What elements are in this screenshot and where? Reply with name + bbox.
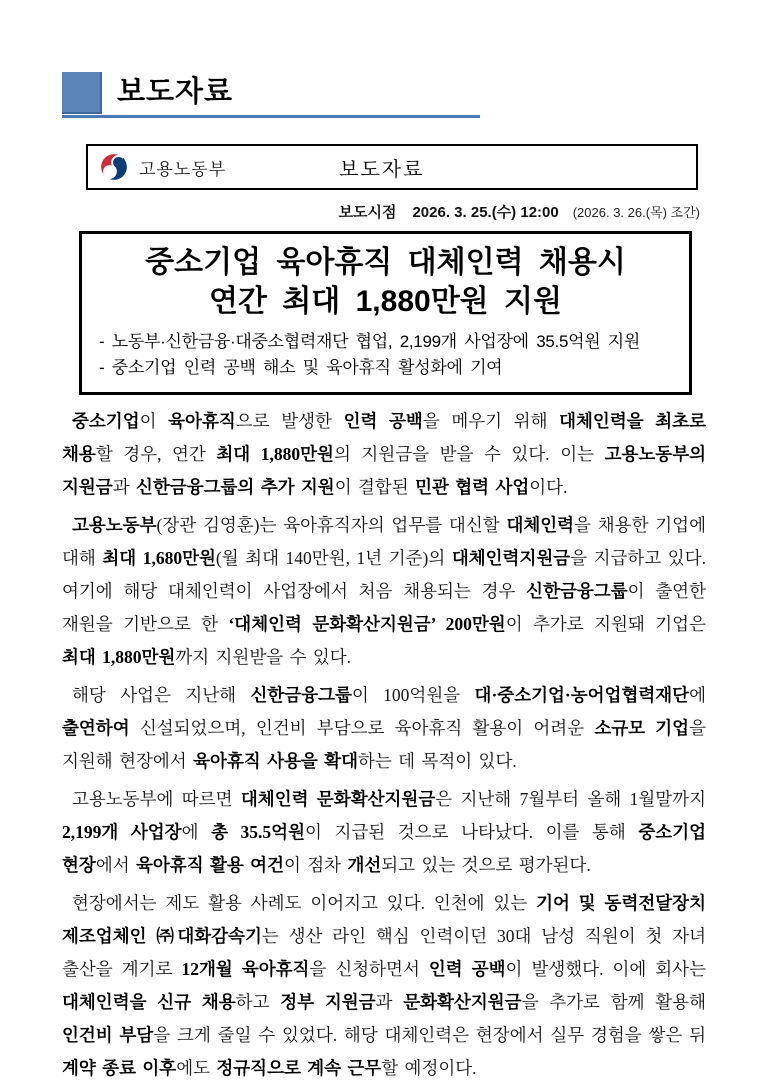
org-name: 고용노동부	[139, 159, 227, 179]
masthead-accent-square	[62, 72, 102, 114]
body-paragraph: 고용노동부(장관 김영훈)는 육아휴직자의 업무를 대신할 대체인력을 채용한 기업에 대해 최대 1,680만원(월 최대 140만원, 1년 기준)의 대체인력지원금을 지급하고 있다. 여기에 해당 대체인력이 사업장에서 처음 채용되는 경우 신한금융그룹이 출연한 재원을 기반으로 한 ‘대체인력 문화확산지원금’ 200만원이 추가로 지원돼 기업은 최대 1,880만원까지 지원받을 수 있다.	[62, 515, 706, 667]
body-paragraph: 해당 사업은 지난해 신한금융그룹이 100억원을 대·중소기업·농어업협력재단에 출연하여 신설되었으며, 인건비 부담으로 육아휴직 활용이 어려운 소규모 기업을 지원해 현장에서 육아휴직 사용을 확대하는 데 목적이 있다.	[62, 685, 706, 771]
body-paragraph: 고용노동부에 따르면 대체인력 문화확산지원금은 지난해 7월부터 올해 1월말까지 2,199개 사업장에 총 35.5억원이 지급된 것으로 나타났다. 이를 통해 중소기업 현장에서 육아휴직 활용 여건이 점차 개선되고 있는 것으로 평가된다.	[62, 789, 707, 875]
taegeuk-logo-icon	[100, 153, 128, 181]
release-label: 보도시점	[338, 204, 397, 221]
release-datetime: 2026. 3. 25.(수) 12:00	[412, 204, 559, 221]
document-title	[94, 243, 677, 321]
body-paragraph: 현장에서는 제도 활용 사례도 이어지고 있다. 인천에 있는 기어 및 동력전달장치 제조업체인 ㈜대화감속기는 생산 라인 핵심 인력이던 30대 남성 직원이 첫 자녀 출산을 계기로 12개월 육아휴직을 신청하면서 인력 공백이 발생했다. 이에 회사는 대체인력을 신규 채용하고 정부 지원금과 문화확산지원금을 추가로 함께 활용해 인건비 부담을 크게 줄일 수 있었다. 해당 대체인력은 현장에서 실무 경험을 쌓은 뒤 계약 종료 이후에도 정규직으로 계속 근무할 예정이다.	[62, 893, 706, 1078]
masthead	[62, 72, 706, 114]
document-title-line1: 중소기업 육아휴직 대체인력 채용시	[145, 246, 626, 279]
release-line	[62, 201, 700, 222]
subtitle-list	[94, 329, 677, 381]
subtitle-item: - 중소기업 인력 공백 해소 및 육아휴직 활성화에 기여	[99, 358, 503, 377]
org-bar	[86, 144, 698, 190]
title-box	[79, 231, 692, 395]
masthead-title: 보도자료	[117, 76, 234, 108]
subtitle-item: - 노동부·신한금융·대중소협력재단 협업, 2,199개 사업장에 35.5억원 지원	[99, 332, 641, 351]
release-note: (2026. 3. 26.(목) 조간)	[572, 205, 700, 220]
body-text	[62, 405, 706, 1080]
body-paragraph: 중소기업이 육아휴직으로 발생한 인력 공백을 메우기 위해 대체인력을 최초로 채용할 경우, 연간 최대 1,880만원의 지원금을 받을 수 있다. 이는 고용노동부의 지원금과 신한금융그룹의 추가 지원이 결합된 민관 협력 사업이다.	[62, 411, 707, 497]
masthead-section	[62, 72, 706, 118]
masthead-underline	[62, 115, 480, 118]
org-doc-type: 보도자료	[339, 158, 425, 181]
document-title-line2: 연간 최대 1,880만원 지원	[209, 285, 562, 318]
